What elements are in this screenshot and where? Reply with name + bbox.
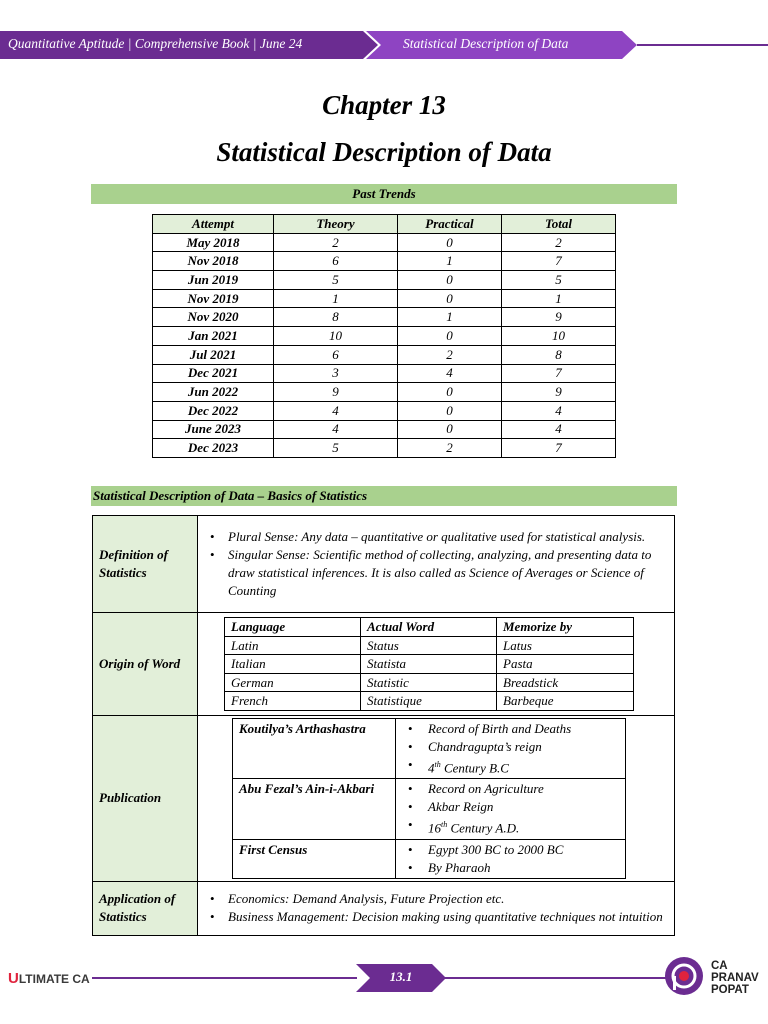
past-trends-row	[153, 345, 616, 364]
past-trends-row	[153, 252, 616, 271]
theory-cell: 5	[274, 271, 398, 290]
col-theory: Theory	[274, 215, 398, 234]
language-cell: Italian	[225, 655, 361, 674]
language-cell: Latin	[225, 636, 361, 655]
application-point: • Economics: Demand Analysis, Future Projection etc.	[204, 890, 668, 908]
attempt-cell: May 2018	[153, 233, 274, 252]
actual-word-cell: Statistic	[361, 673, 497, 692]
practical-cell: 0	[398, 289, 502, 308]
publication-table-row	[233, 719, 626, 779]
origin-table-row	[225, 636, 634, 655]
origin-row	[93, 613, 675, 716]
practical-cell: 0	[398, 401, 502, 420]
practical-cell: 0	[398, 383, 502, 402]
total-cell: 7	[502, 439, 616, 458]
application-label: Application of Statistics	[93, 881, 198, 935]
publication-point: • Egypt 300 BC to 2000 BC	[402, 841, 619, 859]
past-trends-row	[153, 401, 616, 420]
publication-points	[396, 779, 626, 839]
practical-cell: 2	[398, 439, 502, 458]
publication-label: Publication	[93, 716, 198, 882]
definition-content	[198, 516, 675, 613]
attempt-cell: Jun 2022	[153, 383, 274, 402]
language-cell: German	[225, 673, 361, 692]
past-trends-row	[153, 289, 616, 308]
attempt-cell: Jun 2019	[153, 271, 274, 290]
publication-table-row	[233, 779, 626, 839]
practical-cell: 0	[398, 420, 502, 439]
memorize-by-cell: Pasta	[497, 655, 634, 674]
origin-table-row	[225, 692, 634, 711]
publication-name: Koutilya’s Arthashastra	[233, 719, 396, 779]
past-trends-row	[153, 327, 616, 346]
chapter-number: Chapter 13	[322, 90, 446, 120]
total-cell: 8	[502, 345, 616, 364]
attempt-cell: Dec 2022	[153, 401, 274, 420]
past-trends-row	[153, 420, 616, 439]
theory-cell: 1	[274, 289, 398, 308]
ultimate-ca-logo	[8, 970, 90, 987]
actual-word-cell: Statista	[361, 655, 497, 674]
page-header	[0, 30, 768, 60]
past-trends-row	[153, 308, 616, 327]
theory-cell: 9	[274, 383, 398, 402]
publication-point: • 16th Century A.D.	[402, 816, 619, 837]
origin-table-row	[225, 655, 634, 674]
practical-cell: 1	[398, 308, 502, 327]
attempt-cell: Nov 2018	[153, 252, 274, 271]
practical-cell: 0	[398, 271, 502, 290]
brand-line: POPAT	[711, 984, 749, 996]
definition-point: • Plural Sense: Any data – quantitative or qualitative used for statistical analysis.	[204, 528, 668, 546]
total-cell: 4	[502, 420, 616, 439]
memorize-by-cell: Breadstick	[497, 673, 634, 692]
actual-word-cell: Statistique	[361, 692, 497, 711]
language-cell: French	[225, 692, 361, 711]
attempt-cell: Dec 2021	[153, 364, 274, 383]
col-total: Total	[502, 215, 616, 234]
publication-body	[233, 719, 626, 879]
practical-cell: 1	[398, 252, 502, 271]
total-cell: 5	[502, 271, 616, 290]
attempt-cell: Nov 2019	[153, 289, 274, 308]
publication-table-row	[233, 839, 626, 878]
brand-line: CA	[711, 960, 728, 972]
publication-points	[396, 719, 626, 779]
past-trends-row	[153, 364, 616, 383]
total-cell: 4	[502, 401, 616, 420]
past-trends-row	[153, 383, 616, 402]
publication-point: • Chandragupta’s reign	[402, 738, 619, 756]
col-memorize-by: Memorize by	[497, 618, 634, 637]
total-cell: 10	[502, 327, 616, 346]
col-language: Language	[225, 618, 361, 637]
application-content	[198, 881, 675, 935]
definition-label: Definition of Statistics	[93, 516, 198, 613]
publication-point: • By Pharaoh	[402, 859, 619, 877]
theory-cell: 6	[274, 252, 398, 271]
publication-row	[93, 716, 675, 882]
theory-cell: 6	[274, 345, 398, 364]
origin-content	[198, 613, 675, 716]
application-row	[93, 881, 675, 935]
past-trends-body	[153, 233, 616, 457]
practical-cell: 2	[398, 345, 502, 364]
chapter-title: Statistical Description of Data	[216, 137, 552, 167]
ultimate-ca-logo-text: LTIMATE CA	[18, 972, 90, 986]
theory-cell: 2	[274, 233, 398, 252]
origin-body	[225, 636, 634, 710]
total-cell: 2	[502, 233, 616, 252]
publication-name: First Census	[233, 839, 396, 878]
col-attempt: Attempt	[153, 215, 274, 234]
past-trends-table	[152, 214, 616, 458]
definition-row	[93, 516, 675, 613]
practical-cell: 0	[398, 233, 502, 252]
attempt-cell: Dec 2023	[153, 439, 274, 458]
basics-heading: Statistical Description of Data – Basics of Statistics	[91, 486, 677, 506]
application-point: • Business Management: Decision making using quantitative techniques not intuition	[204, 908, 668, 926]
theory-cell: 3	[274, 364, 398, 383]
brand-name	[711, 960, 759, 996]
publication-table	[232, 718, 626, 879]
origin-label: Origin of Word	[93, 613, 198, 716]
origin-header-row	[225, 618, 634, 637]
theory-cell: 10	[274, 327, 398, 346]
total-cell: 9	[502, 383, 616, 402]
publication-point: • Record on Agriculture	[402, 780, 619, 798]
past-trends-header-row	[153, 215, 616, 234]
publication-point: • Record of Birth and Deaths	[402, 720, 619, 738]
actual-word-cell: Status	[361, 636, 497, 655]
brand-line: PRANAV	[711, 972, 759, 984]
ultimate-ca-logo-mark: U	[8, 970, 19, 987]
page-number: 13.1	[389, 969, 413, 984]
attempt-cell: Jan 2021	[153, 327, 274, 346]
origin-table-row	[225, 673, 634, 692]
theory-cell: 5	[274, 439, 398, 458]
attempt-cell: Nov 2020	[153, 308, 274, 327]
publication-content	[198, 716, 675, 882]
theory-cell: 8	[274, 308, 398, 327]
total-cell: 9	[502, 308, 616, 327]
basics-table	[92, 515, 675, 936]
publication-point: • 4th Century B.C	[402, 756, 619, 777]
practical-cell: 0	[398, 327, 502, 346]
attempt-cell: Jul 2021	[153, 345, 274, 364]
publication-point: • Akbar Reign	[402, 798, 619, 816]
past-trends-heading: Past Trends	[91, 184, 677, 204]
total-cell: 7	[502, 364, 616, 383]
origin-table	[224, 617, 634, 711]
definition-point: • Singular Sense: Scientific method of collecting, analyzing, and presenting data to draw statistical inferences. It is also called as Science of Averages or Science of Counting	[204, 546, 668, 600]
attempt-cell: June 2023	[153, 420, 274, 439]
publication-name: Abu Fezal’s Ain-i-Akbari	[233, 779, 396, 839]
memorize-by-cell: Barbeque	[497, 692, 634, 711]
memorize-by-cell: Latus	[497, 636, 634, 655]
practical-cell: 4	[398, 364, 502, 383]
chapter-header-title: Statistical Description of Data	[403, 36, 569, 51]
col-practical: Practical	[398, 215, 502, 234]
total-cell: 7	[502, 252, 616, 271]
publication-points	[396, 839, 626, 878]
past-trends-row	[153, 439, 616, 458]
book-title: Quantitative Aptitude | Comprehensive Book | June 24	[8, 36, 303, 51]
col-actual-word: Actual Word	[361, 618, 497, 637]
past-trends-row	[153, 271, 616, 290]
total-cell: 1	[502, 289, 616, 308]
theory-cell: 4	[274, 420, 398, 439]
theory-cell: 4	[274, 401, 398, 420]
past-trends-row	[153, 233, 616, 252]
page-footer	[0, 956, 768, 1002]
